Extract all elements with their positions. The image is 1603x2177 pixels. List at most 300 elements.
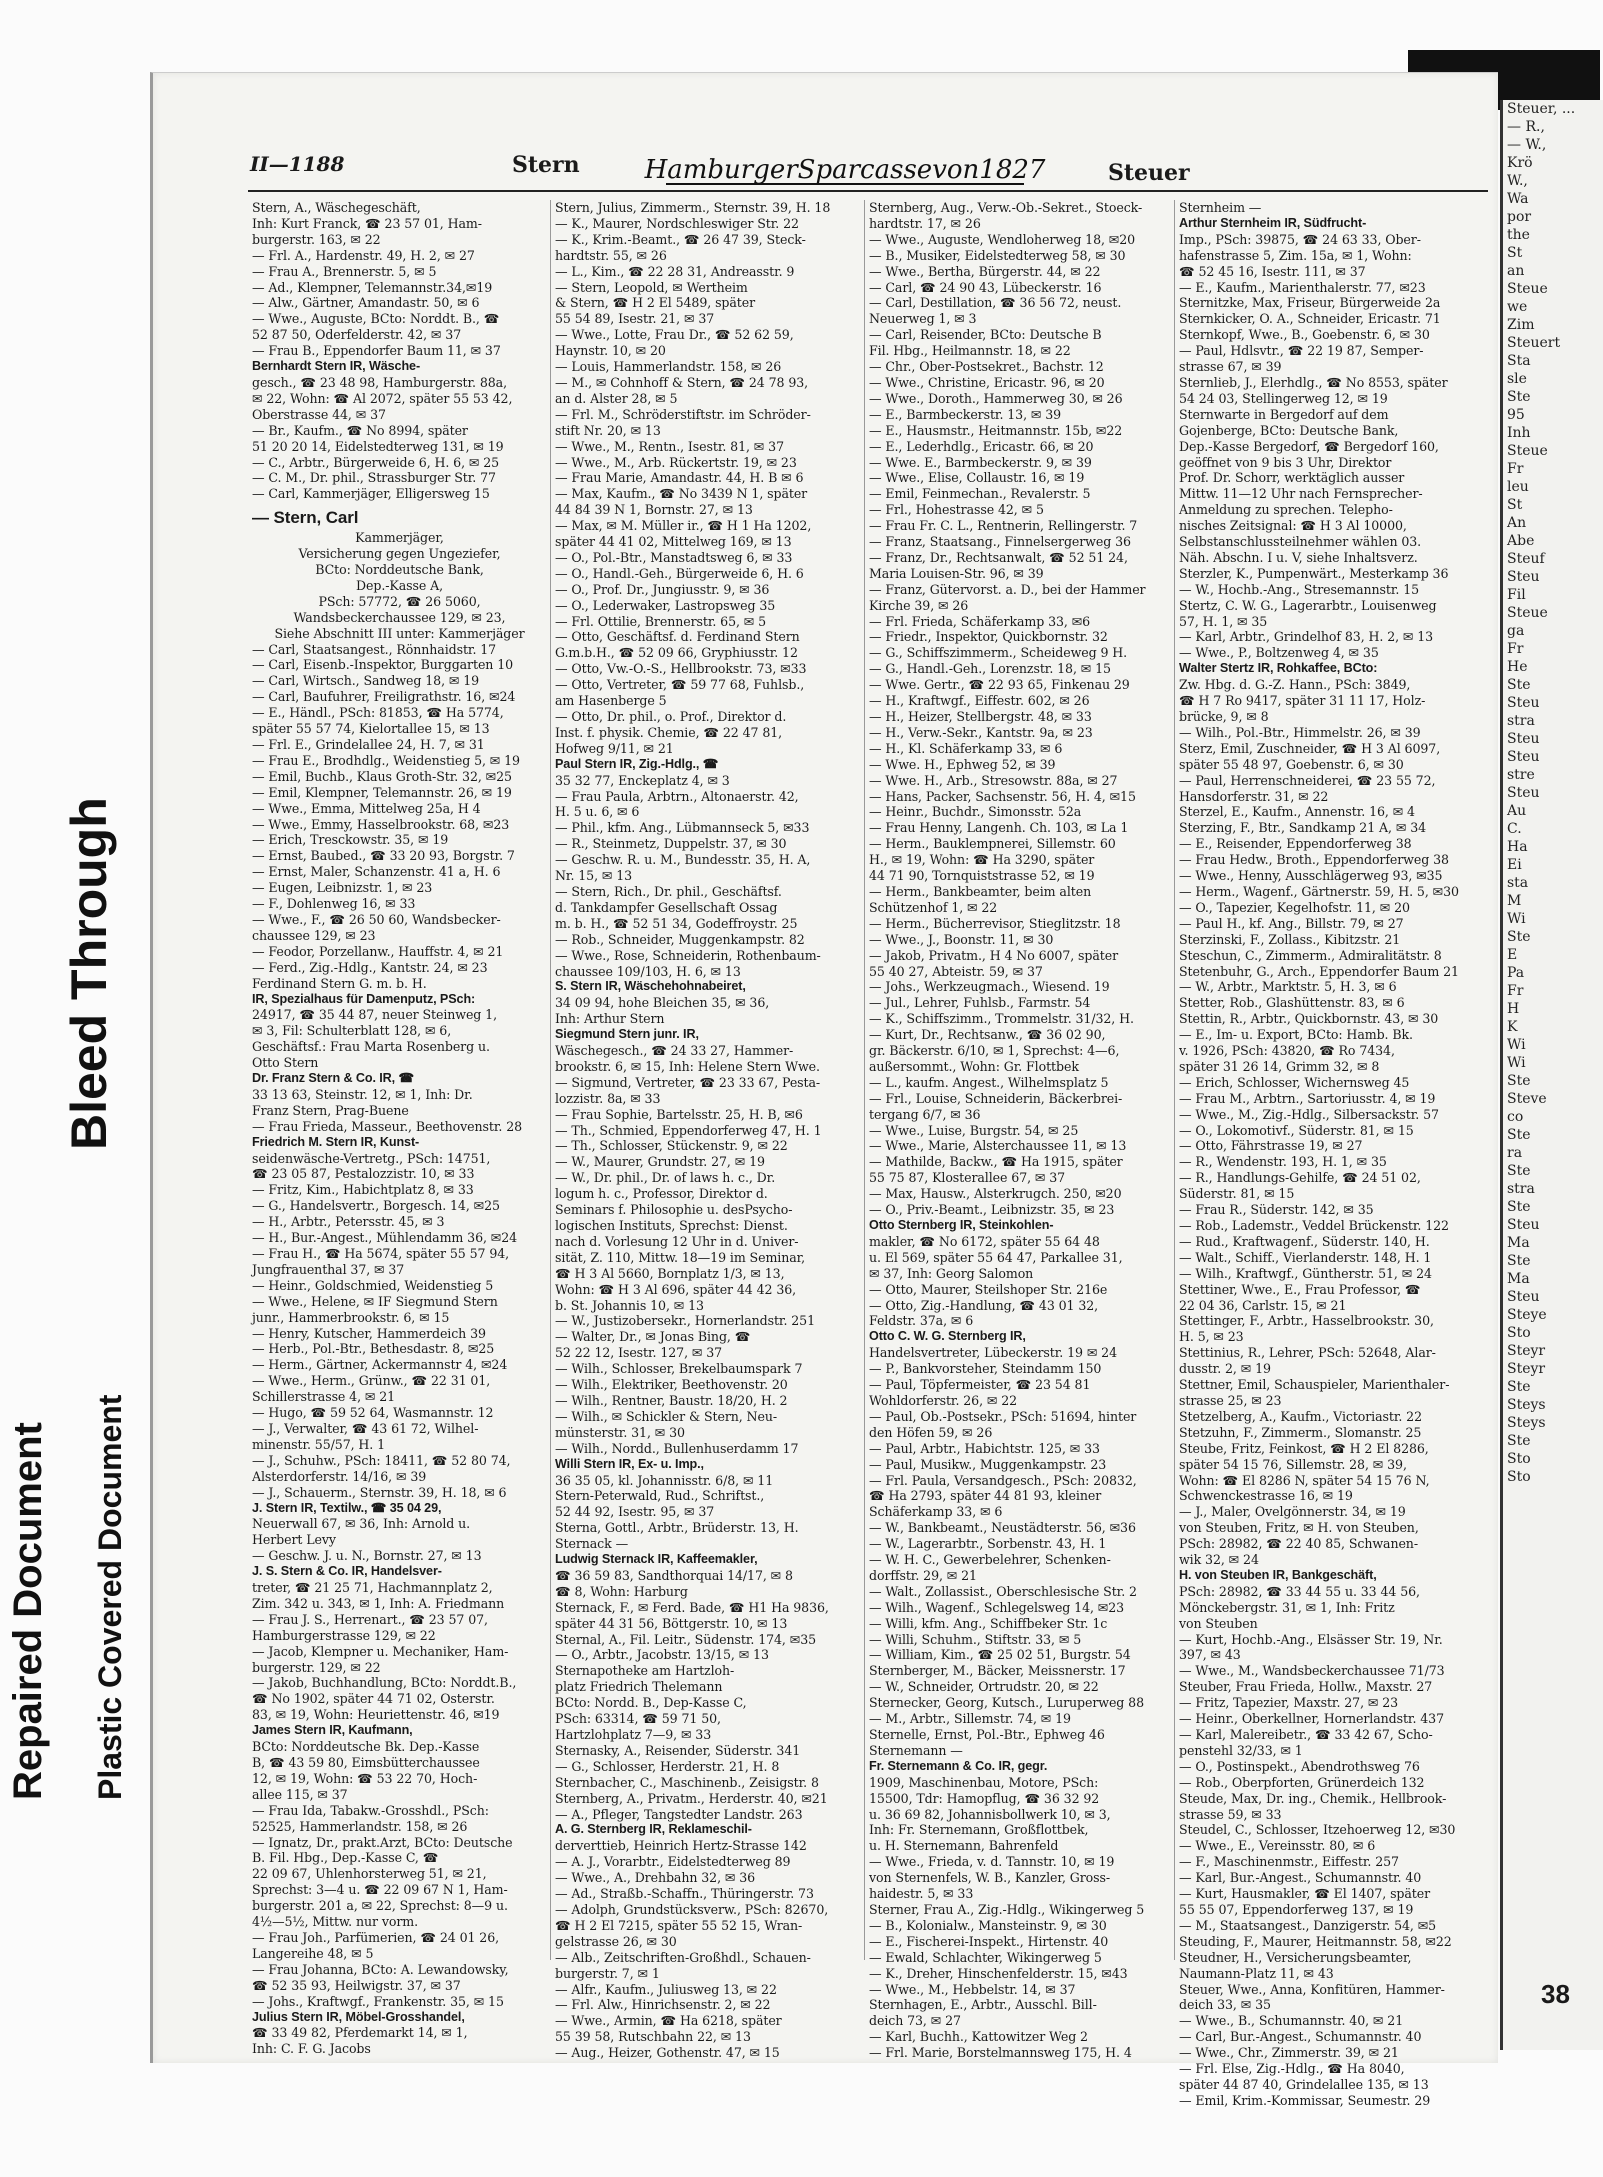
directory-entry: — Aug., Heizer, Gothenstr. 47, ✉ 15 xyxy=(555,2045,780,2061)
directory-entry: ✉ 22, Wohn: ☎ Al 2072, später 55 53 42, xyxy=(252,390,513,406)
right-strip-fragment: we xyxy=(1507,299,1528,315)
directory-entry: — Frl. Paula, Versandgesch., PSch: 20832, xyxy=(869,1472,1137,1488)
directory-entry: — Wwe., M., Rentn., Isestr. 81, ✉ 37 xyxy=(555,438,784,454)
directory-entry: — Carl, Wirtsch., Sandweg 18, ✉ 19 xyxy=(252,673,480,689)
directory-entry: — Frau Frieda, Masseur., Beethovenstr. 28 xyxy=(252,1118,523,1134)
directory-entry: Sterzel, E., Kaufm., Annenstr. 16, ✉ 4 xyxy=(1179,804,1415,820)
column-3 xyxy=(864,200,1175,2061)
directory-entry: Siegmund Stern junr. IR, xyxy=(555,1027,699,1042)
directory-entry: — R., Handlungs-Gehilfe, ☎ 24 51 02, xyxy=(1179,1170,1421,1186)
directory-entry: ☎ H 7 Ro 9417, später 31 11 17, Holz- xyxy=(1179,693,1426,709)
directory-entry: b. St. Johannis 10, ✉ 13 xyxy=(555,1297,704,1313)
right-strip-fragment: Inh xyxy=(1507,425,1531,441)
directory-entry: — Frau Joh., Parfümerien, ☎ 24 01 26, xyxy=(252,1929,500,1945)
directory-entry: Wäschegesch., ☎ 24 33 27, Hammer- xyxy=(555,1043,794,1059)
directory-entry: — Sigmund, Vertreter, ☎ 23 33 67, Pesta- xyxy=(555,1074,821,1090)
directory-entry: — H., Kl. Schäferkamp 33, ✉ 6 xyxy=(869,740,1063,756)
directory-entry: — Stern, Rich., Dr. phil., Geschäftsf. xyxy=(555,883,782,899)
directory-entry: — Frau Fr. C. L., Rentnerin, Rellingerstr. 7 xyxy=(869,518,1138,534)
directory-entry: — Wwe., Luise, Burgstr. 54, ✉ 25 xyxy=(869,1122,1079,1138)
right-strip-fragment: co xyxy=(1507,1109,1524,1125)
right-strip-fragment: Steve xyxy=(1507,1091,1547,1107)
directory-entry: Mittw. 11—12 Uhr nach Fernsprecher- xyxy=(1179,486,1423,502)
directory-entry: Stettin, R., Arbtr., Quickbornstr. 43, ✉ 30 xyxy=(1179,1011,1439,1027)
directory-entry: — Walt., Schiff., Vierlanderstr. 148, H. 1 xyxy=(1179,1249,1432,1265)
directory-entry: u. 36 69 82, Johannisbollwerk 10, ✉ 3, xyxy=(869,1806,1111,1822)
directory-entry: Sternlieb, J., Elerhdlg., ☎ No 8553, später xyxy=(1179,374,1448,390)
directory-entry: — Frl. Marie, Borstelmannsweg 175, H. 4 xyxy=(869,2045,1132,2061)
directory-entry: 4½—5½, Mittw. nur vorm. xyxy=(252,1914,418,1930)
directory-entry: — Erich, Tresckowstr. 35, ✉ 19 xyxy=(252,832,449,848)
directory-entry: deich 73, ✉ 27 xyxy=(869,2013,961,2029)
directory-entry: Kirche 39, ✉ 26 xyxy=(869,597,969,613)
directory-entry: — Frl. Frieda, Schäferkamp 33, ✉6 xyxy=(869,613,1091,629)
directory-entry: — Max, ✉ M. Müller ir., ☎ H 1 Ha 1202, xyxy=(555,518,812,534)
directory-entry: — Herm., Bankbeamter, beim alten xyxy=(869,883,1092,899)
directory-entry: Stern, Julius, Zimmerm., Sternstr. 39, H. 18 xyxy=(555,200,831,215)
directory-entry: Seminars f. Philosophie u. desPsycho- xyxy=(555,1202,793,1218)
directory-entry: — Wwe., Helene, ✉ IF Siegmund Stern xyxy=(252,1293,498,1309)
directory-entry: ☎ 8, Wohn: Harburg xyxy=(555,1583,688,1599)
column-2 xyxy=(550,200,865,2061)
directory-entry: — Wwe., P., Boltzenweg 4, ✉ 35 xyxy=(1179,645,1379,661)
directory-entry: — Frl., Louise, Schneiderin, Bäckerbrei- xyxy=(869,1090,1123,1106)
directory-entry: — O., Tapezier, Kegelhofstr. 11, ✉ 20 xyxy=(1179,899,1410,915)
directory-entry: H. 5 u. 6, ✉ 6 xyxy=(555,804,640,820)
directory-entry: m. b. H., ☎ 52 51 34, Godeffroystr. 25 xyxy=(555,915,798,931)
directory-entry: — Carl, Kammerjäger, Elligersweg 15 xyxy=(252,486,490,502)
directory-entry: 52525, Hammerlandstr. 158, ✉ 26 xyxy=(252,1818,468,1834)
directory-entry: Inh: Kurt Franck, ☎ 23 57 01, Ham- xyxy=(252,215,482,231)
directory-entry: — Stern, Leopold, ✉ Wertheim xyxy=(555,279,748,295)
right-strip-fragment: Ei xyxy=(1507,857,1522,873)
directory-entry: — Kurt, Hochb.-Ang., Elsässer Str. 19, Nr. xyxy=(1179,1631,1443,1647)
directory-entry: Geschäftsf.: Frau Marta Rosenberg u. xyxy=(252,1039,490,1055)
directory-entry: — M., Staatsangest., Danzigerstr. 54, ✉5 xyxy=(1179,1917,1437,1933)
directory-entry: 22 04 36, Carlstr. 15, ✉ 21 xyxy=(1179,1297,1347,1313)
directory-entry: 52 44 92, Isestr. 95, ✉ 37 xyxy=(555,1504,715,1520)
directory-entry: Alsterdorferstr. 14/16, ✉ 39 xyxy=(252,1468,427,1484)
directory-entry: — Ignatz, Dr., prakt.Arzt, BCto: Deutsche xyxy=(252,1834,513,1850)
right-strip-fragment: Wi xyxy=(1507,1037,1526,1053)
directory-entry: — Wwe. H., Arb., Stresowstr. 88a, ✉ 27 xyxy=(869,772,1118,788)
directory-entry: — Walter, Dr., ✉ Jonas Bing, ☎ xyxy=(555,1329,751,1345)
directory-entry: — Adolph, Grundstücksverw., PSch: 82670, xyxy=(555,1901,829,1917)
directory-entry: derverttieb, Heinrich Hertz-Strasse 142 xyxy=(555,1838,807,1854)
directory-entry: — L., kaufm. Angest., Wilhelmsplatz 5 xyxy=(869,1074,1109,1090)
right-strip-fragment: Steue xyxy=(1507,281,1548,297)
directory-entry: Stettinger, F., Arbtr., Hasselbrookstr. 30, xyxy=(1179,1313,1434,1329)
right-strip-fragment: St xyxy=(1507,497,1523,513)
directory-entry: burgerstr. 163, ✉ 22 xyxy=(252,231,381,247)
right-strip-fragment: Steu xyxy=(1507,695,1540,711)
right-strip-fragment: Wi xyxy=(1507,911,1526,927)
directory-entry: ☎ 36 59 83, Sandthorquai 14/17, ✉ 8 xyxy=(555,1567,793,1583)
directory-entry: Schillerstrasse 4, ✉ 21 xyxy=(252,1389,396,1405)
directory-entry: später 54 15 76, Sillemstr. 28, ✉ 39, xyxy=(1179,1456,1407,1472)
directory-entry: Franz Stern, Prag-Buene xyxy=(252,1102,409,1118)
directory-entry: A. G. Sternberg IR, Reklameschil- xyxy=(555,1822,752,1837)
directory-entry: von Sternenfels, W. B., Kanzler, Gross- xyxy=(869,1870,1111,1886)
directory-entry: später 44 41 02, Mittelweg 169, ✉ 13 xyxy=(555,534,792,550)
right-strip-fragment: 95 xyxy=(1507,407,1525,423)
directory-entry: wik 32, ✉ 24 xyxy=(1179,1552,1259,1568)
directory-entry: — O., Pol.-Btr., Manstadtsweg 6, ✉ 33 xyxy=(555,549,793,565)
directory-entry: später 44 87 40, Grindelallee 135, ✉ 13 xyxy=(1179,2076,1429,2092)
page-number: II—1188 xyxy=(250,152,345,176)
right-strip-fragment: Ma xyxy=(1507,1235,1530,1251)
directory-entry: 22 09 67, Uhlenhorsterweg 51, ✉ 21, xyxy=(252,1866,487,1882)
directory-entry: ☎ No 1902, später 44 71 02, Osterstr. xyxy=(252,1691,495,1707)
directory-entry: Sternack, F., ✉ Ferd. Bade, ☎ H1 Ha 9836, xyxy=(555,1599,829,1615)
directory-entry: chaussee 129, ✉ 23 xyxy=(252,927,376,943)
directory-entry: — B., Musiker, Eidelstedterweg 58, ✉ 30 xyxy=(869,247,1126,263)
directory-entry: 55 40 27, Abteistr. 59, ✉ 37 xyxy=(869,963,1043,979)
directory-entry: — C. M., Dr. phil., Strassburger Str. 77 xyxy=(252,470,496,486)
directory-entry: H. 5, ✉ 23 xyxy=(1179,1329,1244,1345)
directory-entry: — J., Maler, Ovelgönnerstr. 34, ✉ 19 xyxy=(1179,1504,1406,1520)
directory-entry: Otto Stern xyxy=(252,1055,319,1071)
directory-entry: — Wwe., Elise, Collaustr. 16, ✉ 19 xyxy=(869,470,1085,486)
directory-entry: — Karl, Buchh., Kattowitzer Weg 2 xyxy=(869,2029,1088,2045)
repaired-document-label: Repaired Document xyxy=(6,1422,50,1800)
directory-entry: — Paul, Töpfermeister, ☎ 23 54 81 xyxy=(869,1377,1091,1393)
right-page-strip xyxy=(1500,100,1603,2050)
directory-entry: strasse 67, ✉ 39 xyxy=(1179,359,1282,375)
directory-entry: — Carl, Reisender, BCto: Deutsche B xyxy=(869,327,1102,343)
directory-entry: — Wwe., Marie, Alsterchaussee 11, ✉ 13 xyxy=(869,1138,1127,1154)
directory-entry: 44 71 90, Tornquiststrasse 52, ✉ 19 xyxy=(869,868,1095,884)
directory-entry: — Wwe., Doroth., Hammerweg 30, ✉ 26 xyxy=(869,390,1123,406)
directory-entry: B. Fil. Hbg., Dep.-Kasse C, ☎ xyxy=(252,1850,439,1866)
directory-entry: — Herm., Gärtner, Ackermannstr 4, ✉24 xyxy=(252,1357,508,1373)
directory-entry: — Ernst, Baubed., ☎ 33 20 93, Borgstr. 7 xyxy=(252,848,515,864)
right-strip-fragment: Steu xyxy=(1507,749,1540,765)
directory-entry: Sternitzke, Max, Friseur, Bürgerweide 2a xyxy=(1179,295,1441,311)
sparcasse-logo xyxy=(644,140,1046,192)
right-strip-fragment: Steuf xyxy=(1507,551,1545,567)
directory-entry: — H., Bur.-Angest., Mühlendamm 36, ✉24 xyxy=(252,1230,518,1246)
right-strip-fragment: Krö xyxy=(1507,155,1533,171)
directory-entry: — Carl, ☎ 24 90 43, Lübeckerstr. 16 xyxy=(869,279,1102,295)
right-strip-fragment: Fr xyxy=(1507,641,1524,657)
directory-entry: — Wwe., Lotte, Frau Dr., ☎ 52 62 59, xyxy=(555,327,794,343)
column-1 xyxy=(248,200,550,2057)
directory-entry: 52 87 50, Oderfelderstr. 42, ✉ 37 xyxy=(252,327,462,343)
directory-entry: — W. H. C., Gewerbelehrer, Schenken- xyxy=(869,1552,1111,1568)
directory-entry: — Heinr., Goldschmied, Weidenstieg 5 xyxy=(252,1277,494,1293)
directory-entry: — G., Handelsvertr., Borgesch. 14, ✉25 xyxy=(252,1198,500,1214)
directory-entry: Dr. Franz Stern & Co. IR, ☎ xyxy=(252,1071,415,1086)
right-strip-fragment: the xyxy=(1507,227,1530,243)
directory-entry: logum h. c., Professor, Direktor d. xyxy=(555,1186,768,1202)
directory-entry: — Wwe., B., Schumannstr. 40, ✉ 21 xyxy=(1179,2013,1404,2029)
directory-entry: Sternheim — xyxy=(1179,200,1262,215)
directory-entry: Feldstr. 37a, ✉ 6 xyxy=(869,1313,974,1329)
directory-entry: — Carl, Eisenb.-Inspektor, Burggarten 10 xyxy=(252,657,514,673)
directory-entry: — Ad., Straßb.-Schaffn., Thüringerstr. 73 xyxy=(555,1886,814,1902)
directory-entry: Stertz, C. W. G., Lagerarbtr., Louisenweg xyxy=(1179,597,1437,613)
directory-entry: hardtstr. 55, ✉ 26 xyxy=(555,247,667,263)
directory-entry: — Wilh., Pol.-Btr., Himmelstr. 26, ✉ 39 xyxy=(1179,724,1421,740)
directory-entry: Arthur Sternheim IR, Südfrucht- xyxy=(1179,215,1367,230)
directory-entry: tergang 6/7, ✉ 36 xyxy=(869,1106,981,1122)
directory-entry: James Stern IR, Kaufmann, xyxy=(252,1723,413,1738)
directory-entry: — Heinr., Buchdr., Simonsstr. 52a xyxy=(869,804,1082,820)
directory-entry: — Wwe. Gertr., ☎ 22 93 65, Finkenau 29 xyxy=(869,677,1130,693)
directory-entry: Dep.-Kasse A, xyxy=(356,577,443,593)
directory-entry: Sternbacher, C., Maschinenb., Zeisigstr. 8 xyxy=(555,1774,819,1790)
column-4 xyxy=(1174,200,1489,2108)
directory-entry: — K., Maurer, Nordschleswiger Str. 22 xyxy=(555,215,799,231)
directory-entry: treter, ☎ 21 25 71, Hachmannplatz 2, xyxy=(252,1580,493,1596)
directory-entry: H., ✉ 19, Wohn: ☎ Ha 3290, später xyxy=(869,852,1095,868)
directory-entry: — Wwe., Emmy, Hasselbrookstr. 68, ✉23 xyxy=(252,816,510,832)
directory-entry: — Otto, Vw.-O.-S., Hellbrookstr. 73, ✉33 xyxy=(555,661,807,677)
directory-entry: — W., Arbtr., Marktstr. 5, H. 3, ✉ 6 xyxy=(1179,979,1397,995)
directory-entry: Stern-Peterwald, Rud., Schriftst., xyxy=(555,1488,765,1504)
directory-entry: Otto C. W. G. Sternberg IR, xyxy=(869,1329,1026,1344)
directory-entry: — Feodor, Porzellanw., Hauffstr. 4, ✉ 21 xyxy=(252,943,504,959)
directory-entry: penstehl 32/33, ✉ 1 xyxy=(1179,1742,1303,1758)
directory-entry: Oberstrasse 44, ✉ 37 xyxy=(252,406,386,422)
directory-entry: — W., Dr. phil., Dr. of laws h. c., Dr. xyxy=(555,1170,776,1186)
directory-entry: — Frau Ida, Tabakw.-Grosshdl., PSch: xyxy=(252,1802,489,1818)
directory-entry: — Chr., Ober-Postsekret., Bachstr. 12 xyxy=(869,359,1104,375)
directory-entry: — Paul, Hdlsvtr., ☎ 22 19 87, Semper- xyxy=(1179,343,1424,359)
directory-entry: — Wilh., Elektriker, Beethovenstr. 20 xyxy=(555,1377,788,1393)
directory-entry: d. Tankdampfer Gesellschaft Ossag xyxy=(555,899,778,915)
directory-entry: später 31 26 14, Grimm 32, ✉ 8 xyxy=(1179,1058,1380,1074)
right-strip-fragment: Ste xyxy=(1507,1073,1531,1089)
directory-entry: — Phil., kfm. Ang., Lübmannseck 5, ✉33 xyxy=(555,820,810,836)
directory-entry: 83, ✉ 19, Wohn: Heuriettenstr. 46, ✉19 xyxy=(252,1707,500,1723)
directory-entry: — Frau Henny, Langenh. Ch. 103, ✉ La 1 xyxy=(869,820,1129,836)
directory-entry: Sternal, A., Fil. Leitr., Südenstr. 174, ✉35 xyxy=(555,1631,817,1647)
right-strip-fragment: stra xyxy=(1507,713,1535,729)
directory-entry: — O., Lederwaker, Lastropsweg 35 xyxy=(555,597,776,613)
bleed-through-label: Bleed Through xyxy=(61,797,117,1150)
right-strip-fragment: Sto xyxy=(1507,1469,1531,1485)
directory-entry: — Wwe. E., Barmbeckerstr. 9, ✉ 39 xyxy=(869,454,1092,470)
directory-entry: ☎ H 2 El 7215, später 55 52 15, Wran- xyxy=(555,1917,803,1933)
right-strip-fragment: Wa xyxy=(1507,191,1529,207)
directory-entry: Paul Stern IR, Zig.-Hdlg., ☎ xyxy=(555,756,719,771)
directory-entry: strasse 25, ✉ 23 xyxy=(1179,1392,1282,1408)
right-strip-fragment: Pa xyxy=(1507,965,1525,981)
right-strip-fragment: Steyr xyxy=(1507,1343,1546,1359)
directory-entry: 1909, Maschinenbau, Motore, PSch: xyxy=(869,1774,1099,1790)
directory-entry: — W., Justizobersekr., Hornerlandstr. 251 xyxy=(555,1313,815,1329)
right-strip-fragment: Steye xyxy=(1507,1307,1547,1323)
directory-entry: nisches Zeitsignal: ☎ H 3 Al 10000, xyxy=(1179,518,1407,534)
directory-entry: Sternkopf, Wwe., B., Goebenstr. 6, ✉ 30 xyxy=(1179,327,1430,343)
right-strip-fragment: — W., xyxy=(1507,137,1547,153)
directory-entry: Herbert Levy xyxy=(252,1532,336,1548)
directory-entry: 55 54 89, Isestr. 21, ✉ 37 xyxy=(555,311,715,327)
directory-entry: dorffstr. 29, ✉ 21 xyxy=(869,1567,977,1583)
directory-entry: — Jakob, Privatm., H 4 No 6007, später xyxy=(869,947,1119,963)
directory-entry: Fr. Sternemann & Co. IR, gegr. xyxy=(869,1758,1048,1773)
directory-entry: — Emil, Feinmechan., Revalerstr. 5 xyxy=(869,486,1091,502)
directory-entry: Otto Sternberg IR, Steinkohlen- xyxy=(869,1218,1054,1232)
directory-entry: — Wwe., M., Hebbelstr. 14, ✉ 37 xyxy=(869,1981,1076,1997)
directory-entry: Sternberg, Aug., Verw.-Ob.-Sekret., Stoeck- xyxy=(869,200,1143,215)
directory-entry: IR, Spezialhaus für Damenputz, PSch: xyxy=(252,991,476,1006)
directory-entry: — W., Bankbeamt., Neustädterstr. 56, ✉36 xyxy=(869,1520,1136,1536)
directory-entry: Hamburgerstrasse 129, ✉ 22 xyxy=(252,1627,436,1643)
directory-entry: brookstr. 6, ✉ 15, Inh: Helene Stern Wwe. xyxy=(555,1058,820,1074)
directory-entry: — Paul, Musikw., Muggenkampstr. 23 xyxy=(869,1456,1107,1472)
directory-entry: — Wwe., Auguste, Wendloherweg 18, ✉20 xyxy=(869,231,1136,247)
directory-entry: — Wilh., Wagenf., Schlegelsweg 14, ✉23 xyxy=(869,1599,1125,1615)
directory-entry: — E., Händl., PSch: 81853, ☎ Ha 5774, xyxy=(252,705,504,721)
directory-entry: — E., Fischerei-Inspekt., Hirtenstr. 40 xyxy=(869,1933,1109,1949)
directory-entry: Langereihe 48, ✉ 5 xyxy=(252,1945,374,1961)
right-strip-fragment: Steu xyxy=(1507,569,1540,585)
directory-entry: — Kurt, Dr., Rechtsanw., ☎ 36 02 90, xyxy=(869,1027,1106,1043)
directory-entry: Süderstr. 81, ✉ 15 xyxy=(1179,1186,1295,1202)
directory-entry: — B., Kolonialw., Mansteinstr. 9, ✉ 30 xyxy=(869,1917,1107,1933)
directory-columns xyxy=(248,200,1488,2108)
directory-entry: 55 55 07, Eppendorferweg 137, ✉ 19 xyxy=(1179,1901,1414,1917)
directory-entry: Steude, Max, Dr. ing., Chemik., Hellbrook- xyxy=(1179,1790,1447,1806)
directory-entry: — H., Heizer, Stellbergstr. 48, ✉ 33 xyxy=(869,709,1092,724)
directory-entry: chaussee 109/103, H. 6, ✉ 13 xyxy=(555,963,741,979)
directory-entry: — Hugo, ☎ 59 52 64, Wasmannstr. 12 xyxy=(252,1405,494,1421)
directory-entry: Handelsvertreter, Lübeckerstr. 19 ✉ 24 xyxy=(869,1345,1118,1361)
directory-entry: — Louis, Hammerlandstr. 158, ✉ 26 xyxy=(555,359,782,375)
directory-entry: v. 1926, PSch: 43820, ☎ Ro 7434, xyxy=(1179,1043,1395,1059)
directory-entry: Stetzelberg, A., Kaufm., Victoriastr. 22 xyxy=(1179,1408,1423,1424)
directory-entry: — Br., Kaufm., ☎ No 8994, später xyxy=(252,422,468,438)
directory-entry: 51 20 20 14, Eidelstedterweg 131, ✉ 19 xyxy=(252,438,504,454)
directory-entry: — Frau Johanna, BCto: A. Lewandowsky, xyxy=(252,1961,509,1977)
right-strip-fragment: stra xyxy=(1507,1181,1535,1197)
directory-entry: — J., Schauerm., Sternstr. 39, H. 18, ✉ 6 xyxy=(252,1484,507,1500)
directory-entry: Schwenckestrasse 16, ✉ 19 xyxy=(1179,1488,1353,1504)
directory-entry: logischen Instituts, Sprechst: Dienst. xyxy=(555,1218,788,1233)
directory-entry: u. H. Sternemann, Bahrenfeld xyxy=(869,1838,1059,1854)
directory-entry: Sternkicker, O. A., Schneider, Ericastr. 71 xyxy=(1179,311,1441,327)
directory-entry: burgerstr. 7, ✉ 1 xyxy=(555,1965,660,1981)
right-strip-fragment: C. xyxy=(1507,821,1522,837)
directory-entry: — Frau Marie, Amandastr. 44, H. B ✉ 6 xyxy=(555,470,804,486)
directory-entry: Dep.-Kasse Bergedorf, ☎ Bergedorf 160, xyxy=(1179,438,1439,454)
directory-entry: ☎ 33 49 82, Pferdemarkt 14, ✉ 1, xyxy=(252,2025,468,2041)
right-strip-fragment: Sto xyxy=(1507,1325,1531,1341)
directory-entry: — Carl, Bur.-Angest., Schumannstr. 40 xyxy=(1179,2029,1422,2045)
directory-entry: — Wwe., F., ☎ 26 50 60, Wandsbecker- xyxy=(252,911,501,927)
right-strip-fragment: por xyxy=(1507,209,1532,225)
directory-entry: — W., Schneider, Ortrudstr. 20, ✉ 22 xyxy=(869,1679,1099,1695)
right-strip-fragment: Steu xyxy=(1507,785,1540,801)
directory-entry: Steuer, Wwe., Anna, Konfitüren, Hammer- xyxy=(1179,1981,1445,1997)
directory-entry: — Herb., Pol.-Btr., Bethesdastr. 8, ✉25 xyxy=(252,1341,495,1357)
directory-entry: Siehe Abschnitt III unter: Kammerjäger xyxy=(274,625,525,641)
directory-entry: — Paul, Ob.-Postsekr., PSch: 51694, hinter xyxy=(869,1408,1137,1424)
directory-entry: — W., Maurer, Grundstr. 27, ✉ 19 xyxy=(555,1154,765,1170)
directory-entry: — C., Arbtr., Bürgerweide 6, H. 6, ✉ 25 xyxy=(252,454,500,470)
directory-entry: Steudel, C., Schlosser, Itzehoerweg 12, ✉30 xyxy=(1179,1822,1456,1838)
header-left-word: Stern xyxy=(512,152,580,178)
directory-entry: Stettiner, Wwe., E., Frau Professor, ☎ xyxy=(1179,1281,1421,1297)
directory-entry: — Fritz, Tapezier, Maxstr. 27, ✉ 23 xyxy=(1179,1695,1399,1711)
directory-entry: — Willi, Schuhm., Stiftstr. 33, ✉ 5 xyxy=(869,1631,1082,1647)
directory-entry: — Friedr., Inspektor, Quickbornstr. 32 xyxy=(869,629,1108,645)
directory-entry: Haynstr. 10, ✉ 20 xyxy=(555,343,666,359)
right-strip-fragment: Ste xyxy=(1507,929,1531,945)
directory-entry: Wohn: ☎ H 3 Al 696, später 44 42 36, xyxy=(555,1281,797,1297)
directory-entry: Sternack — xyxy=(555,1536,629,1552)
directory-entry: später 55 57 74, Kielortallee 15, ✉ 13 xyxy=(252,721,490,737)
directory-entry: — Carl, Destillation, ☎ 36 56 72, neust. xyxy=(869,295,1122,311)
right-strip-fragment: Ste xyxy=(1507,1199,1531,1215)
directory-entry: — Rob., Lademstr., Veddel Brückenstr. 122 xyxy=(1179,1218,1449,1233)
directory-entry: — Frau H., ☎ Ha 5674, später 55 57 94, xyxy=(252,1246,510,1261)
directory-entry: u. El 569, später 55 64 47, Parkallee 31, xyxy=(869,1249,1123,1265)
directory-entry: Sterzinski, F., Zollass., Kibitzstr. 21 xyxy=(1179,931,1401,947)
directory-entry: hafenstrasse 5, Zim. 15a, ✉ 1, Wohn: xyxy=(1179,247,1412,263)
directory-entry: geöffnet von 9 bis 3 Uhr, Direktor xyxy=(1179,454,1392,470)
directory-entry: — Wwe., Christine, Ericastr. 96, ✉ 20 xyxy=(869,374,1105,390)
directory-entry: — Wilh., Nordd., Bullenhuserdamm 17 xyxy=(555,1440,799,1456)
directory-entry: S. Stern IR, Wäschehohnabeiret, xyxy=(555,979,746,994)
directory-entry: Sterner, Frau A., Zig.-Hdlg., Wikingerweg 5 xyxy=(869,1901,1145,1917)
directory-entry: — A. J., Vorarbtr., Eidelstedterweg 89 xyxy=(555,1854,791,1870)
directory-entry: 15500, Tdr: Hamopflug, ☎ 36 32 92 xyxy=(869,1790,1100,1806)
directory-entry: Versicherung gegen Ungeziefer, xyxy=(298,546,501,562)
directory-entry: ☎ 23 05 87, Pestalozzistr. 10, ✉ 33 xyxy=(252,1166,475,1182)
directory-entry: — Wwe., M., Zig.-Hdlg., Silbersackstr. 57 xyxy=(1179,1106,1439,1122)
directory-entry: — Ewald, Schlachter, Wikingerweg 5 xyxy=(869,1949,1102,1965)
directory-entry: — A., Pfleger, Tangstedter Landstr. 263 xyxy=(555,1806,803,1822)
directory-entry: Näh. Abschn. I u. V, siehe Inhaltsverz. xyxy=(1179,549,1418,565)
directory-entry: — Ferd., Zig.-Hdlg., Kantstr. 24, ✉ 23 xyxy=(252,959,488,975)
directory-entry: Sterz, Emil, Zuschneider, ☎ H 3 Al 6097, xyxy=(1179,740,1441,756)
directory-entry: Wandsbeckerchaussee 129, ✉ 23, xyxy=(293,609,506,625)
directory-entry: Bernhardt Stern IR, Wäsche- xyxy=(252,359,421,374)
directory-entry: Schäferkamp 33, ✉ 6 xyxy=(869,1504,1003,1520)
right-strip-fragment: Ste xyxy=(1507,1127,1531,1143)
right-strip-fragment: leu xyxy=(1507,479,1529,495)
right-strip-fragment: ra xyxy=(1507,1145,1523,1161)
right-strip-fragment: Ste xyxy=(1507,1163,1531,1179)
directory-entry: — Henry, Kutscher, Hammerdeich 39 xyxy=(252,1325,486,1341)
directory-entry: — Wwe., M., Arb. Rückertstr. 19, ✉ 23 xyxy=(555,454,797,470)
directory-entry: — Rob., Oberpforten, Grünerdeich 132 xyxy=(1179,1774,1425,1790)
directory-entry: Sternapotheke am Hartzloh- xyxy=(555,1663,735,1679)
directory-entry: & Stern, ☎ H 2 El 5489, später xyxy=(555,295,756,311)
directory-entry: Sternwarte in Bergedorf auf dem xyxy=(1179,406,1389,422)
right-page-number: 38 xyxy=(1541,1979,1570,2009)
directory-entry: — Wilh., Kraftwgf., Güntherstr. 51, ✉ 24 xyxy=(1179,1265,1432,1281)
directory-entry: — Frl. Alw., Hinrichsenstr. 2, ✉ 22 xyxy=(555,1997,771,2013)
directory-entry: — Karl, Arbtr., Grindelhof 83, H. 2, ✉ 13 xyxy=(1179,629,1434,645)
directory-entry: — Johs., Werkzeugmach., Wiesend. 19 xyxy=(869,979,1110,995)
right-strip-fragment: sta xyxy=(1507,875,1529,891)
directory-entry: — O., Arbtr., Jacobstr. 13/15, ✉ 13 xyxy=(555,1647,769,1663)
directory-entry: — Wwe., Chr., Zimmerstr. 39, ✉ 21 xyxy=(1179,2045,1399,2061)
directory-entry: minenstr. 55/57, H. 1 xyxy=(252,1436,386,1452)
right-strip-fragment: Abe xyxy=(1507,533,1535,549)
directory-entry: gelstrasse 26, ✉ 30 xyxy=(555,1933,677,1949)
directory-entry: Julius Stern IR, Möbel-Grosshandel, xyxy=(252,2009,465,2024)
plastic-covered-label: Plastic Covered Document xyxy=(92,1394,128,1800)
directory-entry: ☎ Ha 2793, später 44 81 93, kleiner xyxy=(869,1488,1102,1504)
directory-entry: Hartzlohplatz 7—9, ✉ 33 xyxy=(555,1727,712,1742)
directory-entry: allee 115, ✉ 37 xyxy=(252,1786,348,1802)
